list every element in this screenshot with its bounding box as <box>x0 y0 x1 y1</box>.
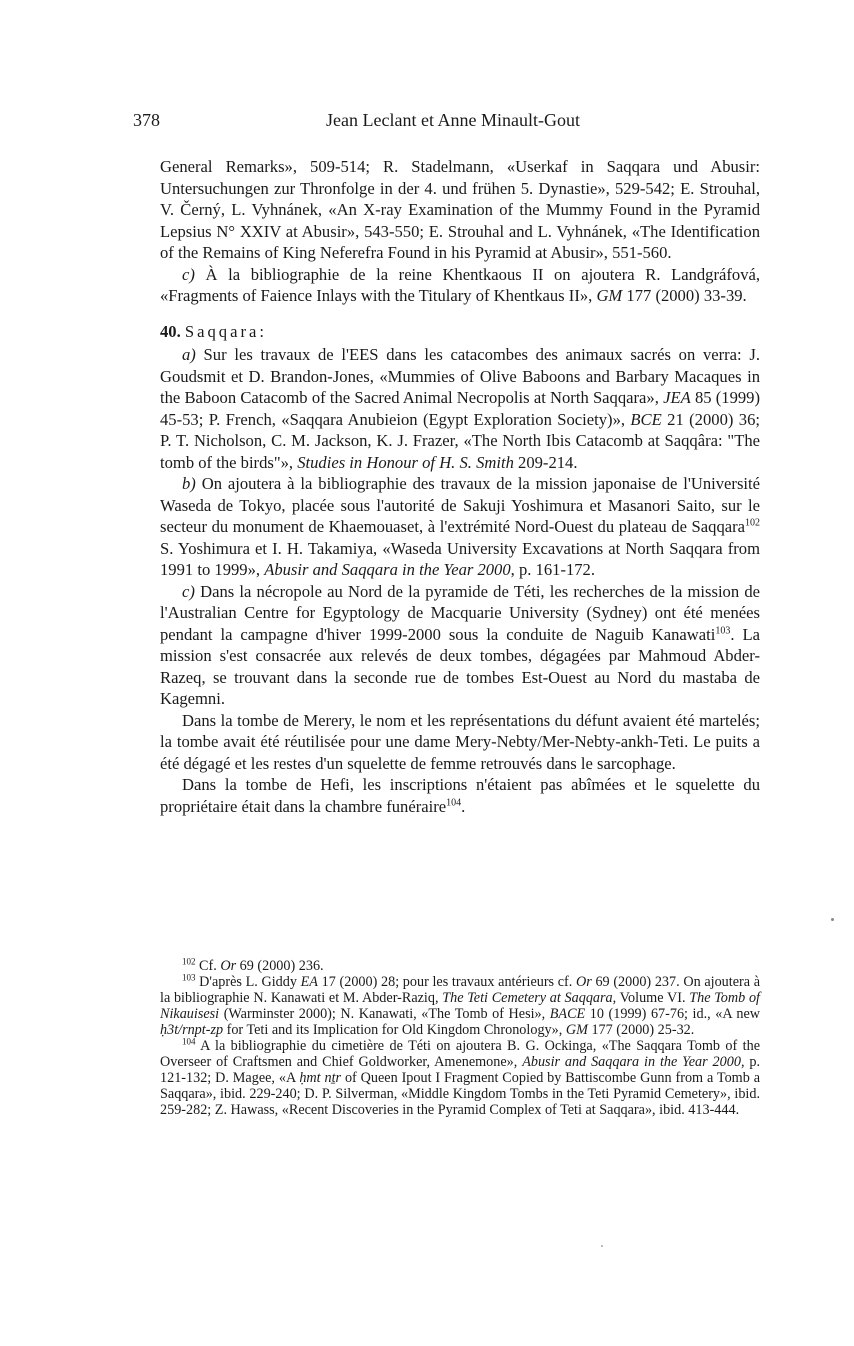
section-title: Saqqara: <box>184 321 267 341</box>
journal-abbrev: EA <box>300 974 318 990</box>
scan-speck <box>601 1245 603 1247</box>
footnote-number: 104 <box>182 1036 196 1047</box>
text-run: S. Yoshimura et I. H. Takamiya, «Waseda University Excavations at North Saqqara from 1991 to 1999», <box>160 538 760 579</box>
transliteration: ḥmt nṯr <box>299 1070 342 1086</box>
footnote-number: 103 <box>182 972 196 983</box>
transliteration: ḥ3t/rnpt-zp <box>160 1022 224 1038</box>
text-run: Sur les travaux de l'EES dans les catacombes des animaux sacrés on verra: J. Goudsmit et D. Brandon-Jones, «Mummies of Olive Baboons and Barbary Macaques in the Baboon Catacomb of the Sacred Animal Necropolis at North Saqqara», <box>160 345 760 407</box>
text-run: D'après L. Giddy <box>195 974 301 990</box>
footnote-102 <box>160 958 760 974</box>
book-title: Studies in Honour of H. S. Smith <box>297 452 514 472</box>
text-run: 177 (2000) 25-32. <box>587 1022 695 1038</box>
scan-speck <box>831 918 834 921</box>
text-run: 177 (2000) 33-39. <box>622 286 747 305</box>
text-run: Cf. <box>195 958 221 974</box>
journal-abbrev: Or <box>576 974 592 990</box>
text-run: for Teti and its Implication for Old Kingdom Chronology», <box>223 1022 566 1038</box>
text-run: 17 (2000) 28; pour les travaux antérieurs cf. <box>317 974 576 990</box>
footnote-ref[interactable]: 102 <box>745 517 760 529</box>
text-run: Dans la nécropole au Nord de la pyramide de Téti, les recherches de la mission de l'Australian Centre for Egyptology de Macquarie University (Sydney) ont été menées pendant la campagne d'hiver 1999-2000 sous la conduite de Naguib Kanawati <box>160 581 760 644</box>
text-run: 69 (2000) 236. <box>236 958 324 974</box>
section-number: 40. <box>160 321 181 341</box>
footnote-ref[interactable]: 104 <box>446 796 462 808</box>
text-run: A la bibliographie du cimetière de Téti on ajoutera B. G. Ockinga, «The Saqqara Tomb of the Overseer of Craftsmen and Chief Goldworker, Amenemone», <box>160 1038 760 1070</box>
text-run: of Queen Ipout I Fragment Copied by Battiscombe Gunn from a Tomb a Saqqara», ibid. 229-240; D. P. Silverman, «Middle Kingdom Tombs in the Teti Pyramid Cemetery», ibid. 259-282; Z. Hawass, «Recent Discoveries in the Pyramid Complex of Teti at Saqqara», ibid. 413-444. <box>160 1070 760 1118</box>
journal-abbrev: GM <box>565 1022 588 1038</box>
text-run: . <box>461 796 466 816</box>
text-run: Dans la tombe de Hefi, les inscriptions n'étaient pas abîmées et le squelette du propriétaire était dans la chambre funéraire <box>160 775 760 816</box>
journal-abbrev: BCE <box>630 409 662 429</box>
footnote-number: 102 <box>182 956 196 967</box>
text-run: , p. 161-172. <box>510 560 596 579</box>
section-heading <box>160 321 760 343</box>
main-text <box>160 156 760 817</box>
text-run: . La mission s'est consacrée aux relevés de deux tombes, dégagées par Mahmoud Abder-Razeq, se trouvant dans la seconde rue de tombes Est-Ouest au Nord du mastaba de Kagemni. <box>160 624 760 708</box>
text-run: , Volume VI. <box>612 990 690 1006</box>
text-run: 85 (1999) 45-53; P. French, «Saqqara Anubieion (Egypt Exploration Society)», <box>160 388 760 429</box>
item-marker: c) <box>182 581 195 601</box>
text-run: 21 (2000) 36; P. T. Nicholson, C. M. Jackson, K. J. Frazer, «The North Ibis Catacomb at Saqqâra: "The tomb of the birds"», <box>160 409 761 472</box>
footnotes <box>160 958 760 1118</box>
text-run: , p. 121-132; D. Magee, «A <box>160 1054 761 1086</box>
paragraph-c-khentkaous <box>160 264 760 307</box>
paragraph-a <box>160 344 760 473</box>
journal-abbrev: BACE <box>549 1006 586 1022</box>
text-run: (Warminster 2000); N. Kanawati, «The Tomb of Hesi», <box>219 1006 550 1022</box>
paragraph-merery: Dans la tombe de Merery, le nom et les représentations du défunt avaient été martelés; la tombe avait été réutilisée pour une dame Mery-Nebty/Mer-Nebty-ankh-Teti. Le puits a été dégagé et les restes d'un squelette de femme retrouvés dans le sarcophage. <box>160 710 760 773</box>
item-marker: a) <box>182 345 196 364</box>
paragraph-b <box>160 473 760 581</box>
footnote-103 <box>160 974 760 1038</box>
page-number: 378 <box>133 110 160 130</box>
paragraph-c <box>160 581 760 710</box>
text-run: 69 (2000) 237. On ajoutera à la bibliographie N. Kanawati et M. Abder-Raziq, <box>160 974 760 1006</box>
book-title: Abusir and Saqqara in the Year 2000 <box>264 560 511 579</box>
text-run: À la bibliographie de la reine Khentkaous II on ajoutera R. Landgráfová, «Fragments of Faience Inlays with the Titulary of Khentkaus II», <box>160 264 760 305</box>
book-title: Abusir and Saqqara in the Year 2000 <box>522 1054 741 1070</box>
journal-abbrev: JEA <box>663 388 691 407</box>
item-marker: c) <box>182 264 195 284</box>
journal-abbrev: GM <box>596 286 623 305</box>
book-title: The Tomb of Nikauisesi <box>160 990 760 1022</box>
journal-abbrev: Or <box>220 958 237 974</box>
text-run: 209-214. <box>513 452 578 472</box>
text-run: 10 (1999) 67-76; id., «A new <box>585 1006 760 1022</box>
running-header <box>133 110 773 134</box>
footnote-104 <box>160 1038 760 1118</box>
paragraph-hefi <box>160 774 760 817</box>
book-title: The Teti Cemetery at Saqqara <box>442 990 613 1006</box>
footnote-ref[interactable]: 103 <box>715 624 731 636</box>
running-title: Jean Leclant et Anne Minault-Gout <box>326 110 580 130</box>
item-marker: b) <box>182 474 196 493</box>
paragraph-continued: General Remarks», 509-514; R. Stadelmann, «Userkaf in Saqqara und Abusir: Untersuchungen zur Thronfolge in der 4. und frühen 5. Dynastie», 529-542; E. Strouhal, V. Černý, L. Vyhnánek, «An X-ray Examination of the Mummy Found in the Pyramid Lepsius N° XXIV at Abusir», 543-550; E. Strouhal and L. Vyhnánek, «The Identification of the Remains of King Neferefra Found in his Pyramid at Abusir», 551-560. <box>160 157 760 262</box>
text-run: On ajoutera à la bibliographie des travaux de la mission japonaise de l'Université Waseda de Tokyo, placée sous l'autorité de Sakuji Yoshimura et Masanori Saito, sur le secteur du monument de Khaemouaset, à l'extrémité Nord-Ouest du plateau de Saqqara <box>160 474 760 536</box>
